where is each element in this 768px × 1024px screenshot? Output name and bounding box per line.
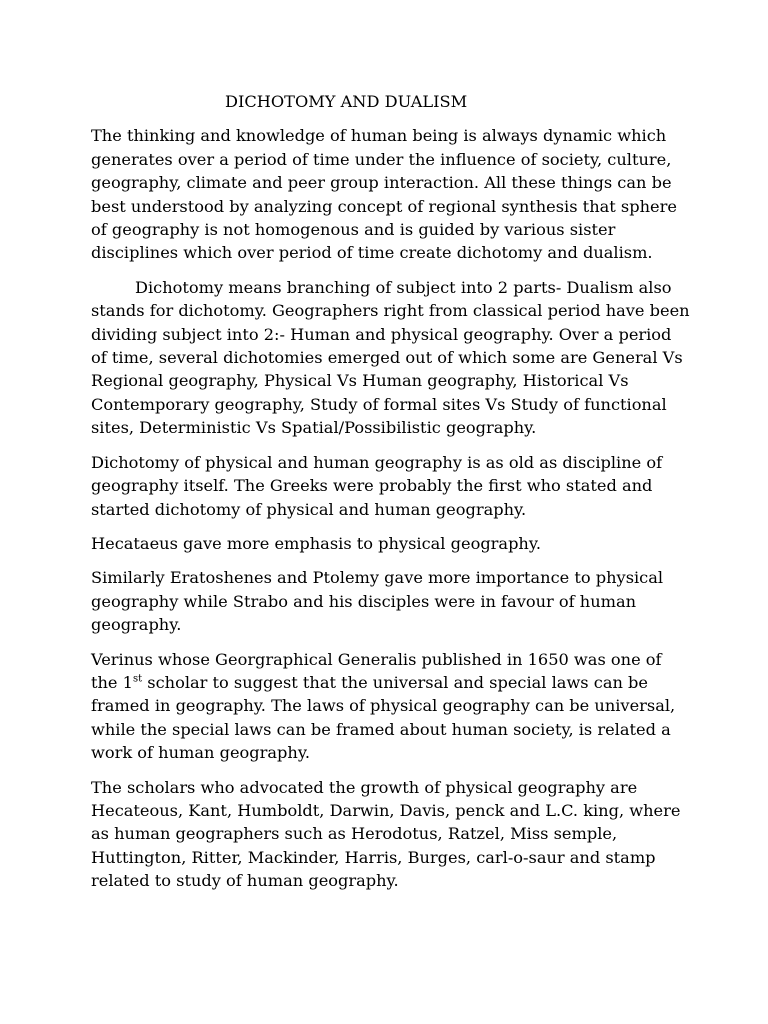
verinus-text-before: Verinus whose Georgraphical Generalis published in 1650 was one of the 1 [91, 649, 662, 692]
verinus-text-after: scholar to suggest that the universal and special laws can be framed in geography. The laws of physical geography can be universal, while the special laws can be framed about human society, is related a work of human geography. [91, 672, 676, 763]
ordinal-superscript: st [132, 673, 143, 685]
document-body [91, 90, 691, 904]
paragraph-eratoshenes: Similarly Eratoshenes and Ptolemy gave more importance to physical geography while Strabo and his disciples were in favour of human geography. [91, 568, 664, 635]
paragraph-verinus [91, 648, 691, 765]
paragraph-intro: The thinking and knowledge of human being is always dynamic which generates over a period of time under the influence of society, culture, geography, climate and peer group interaction. All these things can be best understood by analyzing concept of regional synthesis that sphere of geography is not homogenous and is guided by various sister disciplines which over period of time create dichotomy and dualism. [91, 126, 677, 263]
paragraph-physical-human: Dichotomy of physical and human geography is as old as discipline of geography itself. The Greeks were probably the first who stated and started dichotomy of physical and human geography. [91, 452, 663, 519]
paragraph-scholars: The scholars who advocated the growth of physical geography are Hecateous, Kant, Humboldt, Darwin, Davis, penck and L.C. king, where as human geographers such as Herodotus, Ratzel, Miss semple, Huttington, Ritter, Mackinder, Harris, Burges, carl-o-saur and stamp related to study of human geography. [91, 777, 681, 891]
document-title: DICHOTOMY AND DUALISM [225, 92, 468, 111]
paragraph-dichotomy-definition: Dichotomy means branching of subject into 2 parts- Dualism also stands for dichotomy. Geographers right from classical period have been dividing subject into 2:- Human and physical geography. Over a period of time, several dichotomies emerged out of which some are General Vs Regional geography, Physical Vs Human geography, Historical Vs Contemporary geography, Study of formal sites Vs Study of functional sites, Deterministic Vs Spatial/Possibilistic geography. [91, 277, 690, 438]
paragraph-hecataeus: Hecataeus gave more emphasis to physical geography. [91, 533, 541, 553]
